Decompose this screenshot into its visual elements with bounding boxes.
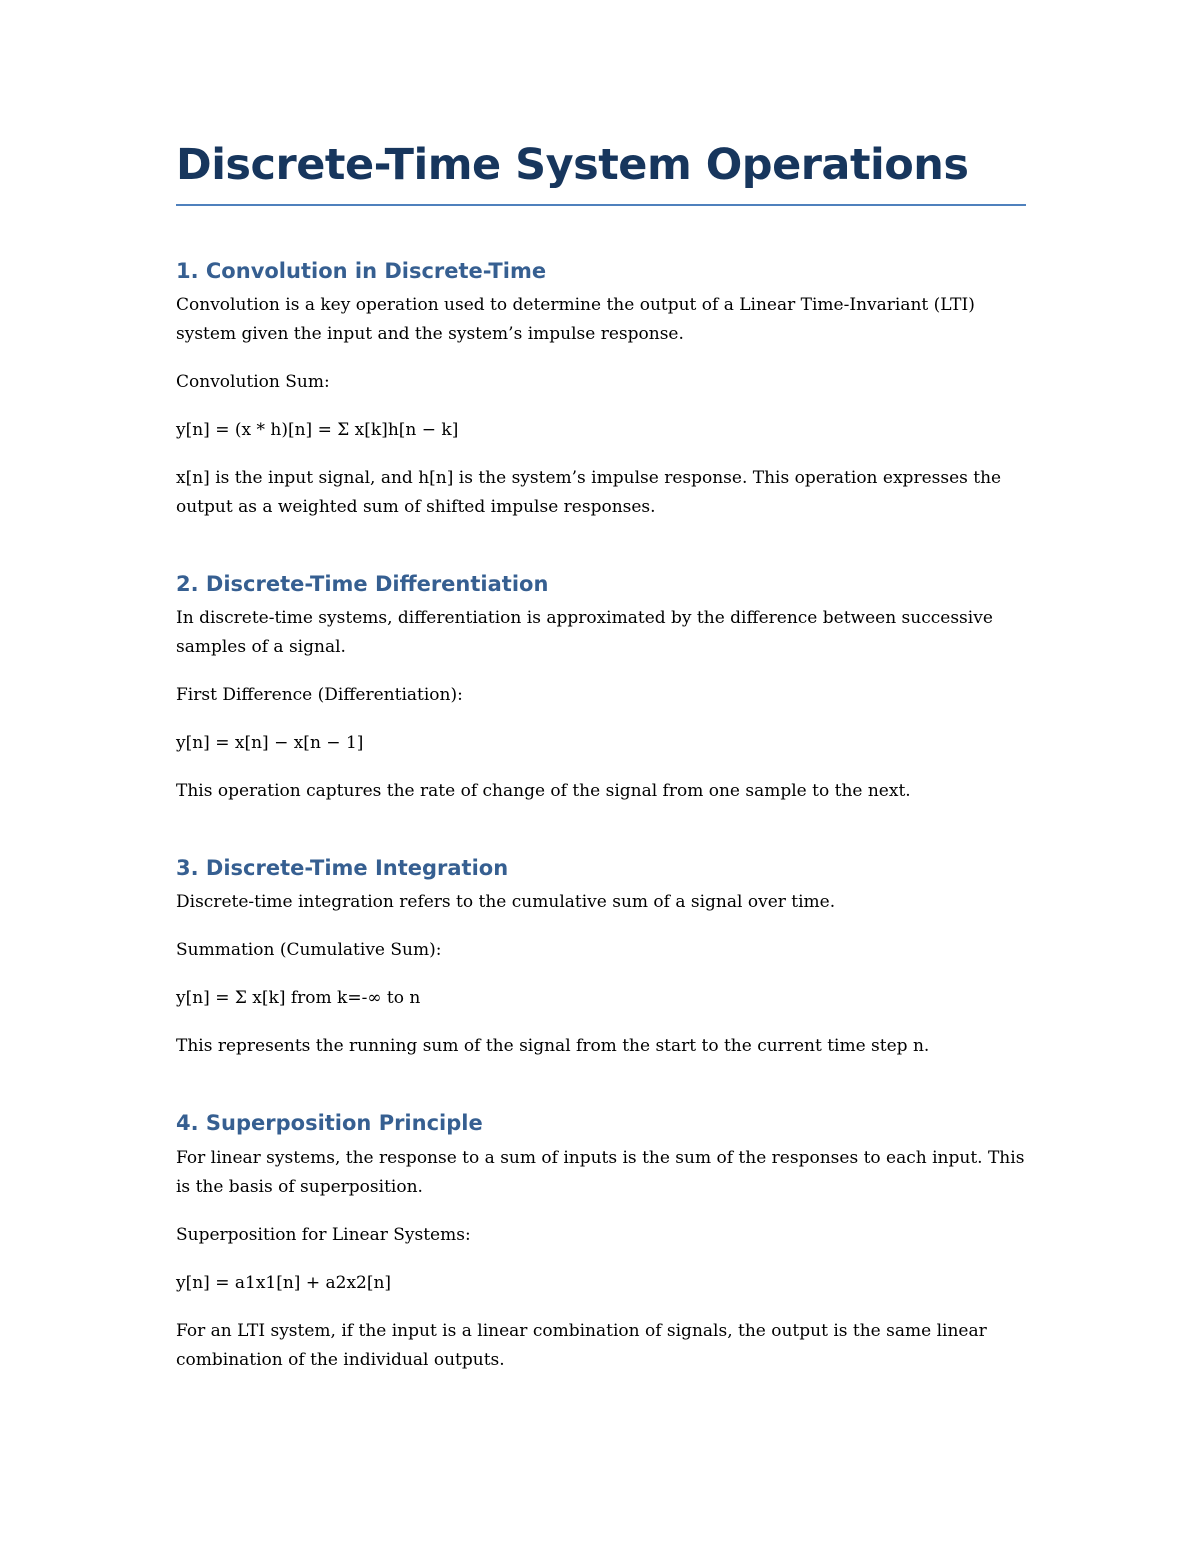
document-title: Discrete-Time System Operations bbox=[176, 140, 1026, 206]
formula-label: First Difference (Differentiation): bbox=[176, 685, 463, 706]
paragraph: Convolution is a key operation used to determine the output of a Linear Time-Invariant (LTI) system given the input and the system’s impulse response. bbox=[176, 294, 975, 344]
paragraph: For linear systems, the response to a sum of inputs is the sum of the responses to each input. This is the basis of superposition. bbox=[176, 1147, 1025, 1197]
formula-label: Convolution Sum: bbox=[176, 371, 330, 392]
section-heading: 2. Discrete-Time Differentiation bbox=[176, 571, 549, 596]
formula: y[n] = x[n] − x[n − 1] bbox=[176, 733, 364, 754]
section-heading: 3. Discrete-Time Integration bbox=[176, 856, 509, 881]
paragraph: This operation captures the rate of change of the signal from one sample to the next. bbox=[176, 781, 911, 802]
section-convolution bbox=[176, 258, 1026, 522]
document-body bbox=[176, 140, 1026, 1375]
section-integration bbox=[176, 855, 1026, 1061]
paragraph: This represents the running sum of the signal from the start to the current time step n. bbox=[176, 1036, 930, 1057]
paragraph: In discrete-time systems, differentiation is approximated by the difference between successive samples of a signal. bbox=[176, 608, 993, 658]
formula: y[n] = a1x1[n] + a2x2[n] bbox=[176, 1272, 392, 1293]
section-superposition bbox=[176, 1110, 1026, 1374]
paragraph: x[n] is the input signal, and h[n] is the system’s impulse response. This operation expresses the output as a weighted sum of shifted impulse responses. bbox=[176, 467, 1002, 517]
paragraph: For an LTI system, if the input is a linear combination of signals, the output is the same linear combination of the individual outputs. bbox=[176, 1320, 987, 1370]
formula: y[n] = (x * h)[n] = Σ x[k]h[n − k] bbox=[176, 419, 459, 440]
formula-label: Summation (Cumulative Sum): bbox=[176, 940, 442, 961]
paragraph: Discrete-time integration refers to the cumulative sum of a signal over time. bbox=[176, 892, 836, 913]
section-heading: 1. Convolution in Discrete-Time bbox=[176, 258, 547, 283]
section-heading: 4. Superposition Principle bbox=[176, 1111, 483, 1136]
section-differentiation bbox=[176, 571, 1026, 806]
formula-label: Superposition for Linear Systems: bbox=[176, 1224, 471, 1245]
formula: y[n] = Σ x[k] from k=-∞ to n bbox=[176, 988, 421, 1009]
